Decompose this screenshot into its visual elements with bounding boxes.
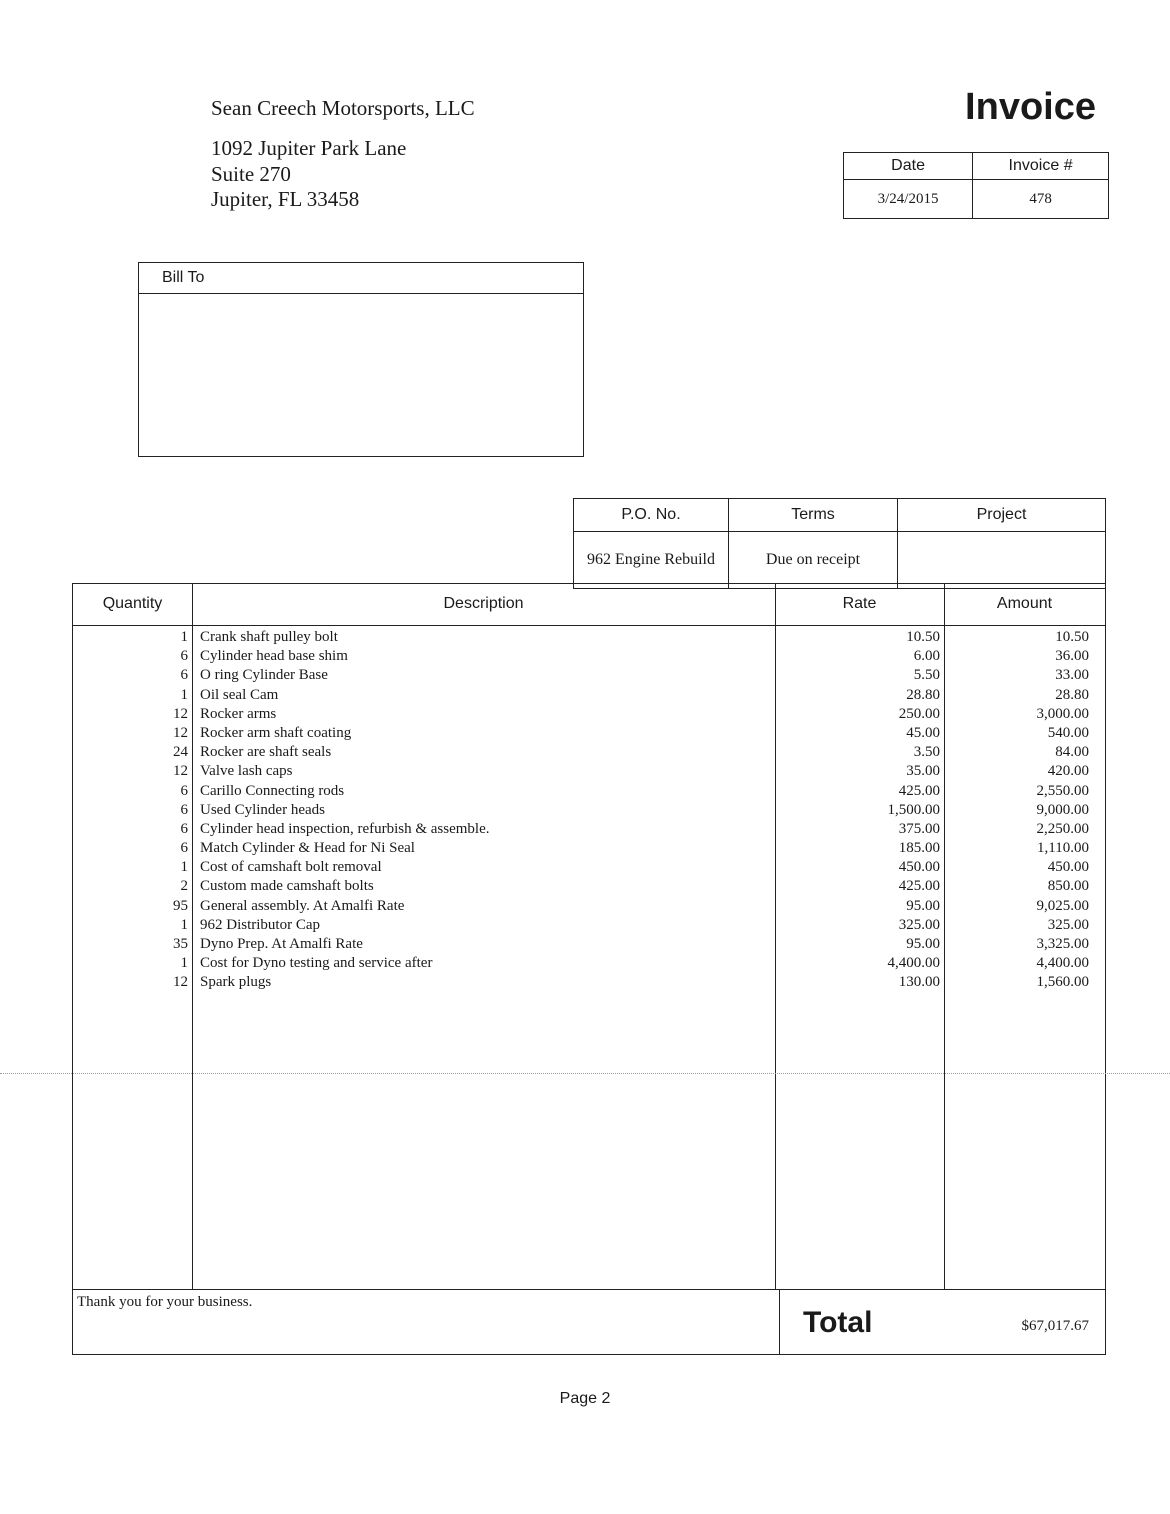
row-quantity: 6: [180, 782, 188, 799]
table-row: [73, 783, 1105, 802]
row-description: Valve lash caps: [200, 763, 293, 780]
header-quantity: Quantity: [102, 595, 163, 612]
scan-dotted-line: [0, 1073, 1170, 1074]
po-number: 962 Engine Rebuild: [574, 532, 729, 589]
company-name: Sean Creech Motorsports, LLC: [211, 96, 475, 120]
table-row: [73, 936, 1105, 955]
po-label: P.O. No.: [574, 499, 729, 532]
row-rate: 425.00: [898, 878, 940, 895]
row-rate: 5.50: [913, 667, 940, 684]
row-quantity: 6: [180, 801, 188, 818]
row-description: Custom made camshaft bolts: [200, 878, 374, 895]
row-description: Rocker arm shaft coating: [200, 724, 352, 741]
row-amount: 450.00: [1047, 859, 1089, 876]
row-amount: 36.00: [1055, 648, 1089, 665]
row-rate: 95.00: [906, 936, 940, 952]
table-row: [73, 648, 1105, 667]
row-amount: 325.00: [1047, 916, 1089, 933]
row-description: Cylinder head inspection, refurbish & assemble.: [200, 820, 490, 837]
company-address: [211, 136, 406, 213]
invoice-title: Invoice: [965, 86, 1096, 128]
table-row: [73, 859, 1105, 878]
address-line-3: Jupiter, FL 33458: [211, 187, 360, 211]
row-rate: 1,500.00: [887, 801, 940, 818]
row-quantity: 35: [173, 936, 188, 952]
row-amount: 9,025.00: [1036, 897, 1089, 914]
row-rate: 130.00: [898, 974, 940, 991]
row-quantity: 12: [173, 724, 188, 741]
header-divider: [73, 625, 1105, 626]
row-rate: 425.00: [898, 782, 940, 799]
row-amount: 3,000.00: [1036, 705, 1089, 722]
row-quantity: 6: [180, 820, 188, 837]
row-quantity: 6: [180, 667, 188, 684]
row-description: Cost for Dyno testing and service after: [200, 955, 433, 972]
row-description: Cost of camshaft bolt removal: [200, 859, 382, 876]
table-row: [73, 763, 1105, 782]
address-line-2: Suite 270: [211, 161, 291, 186]
row-quantity: 6: [180, 648, 188, 665]
order-info-box: [573, 498, 1106, 589]
address-line-1: 1092 Jupiter Park Lane: [211, 136, 407, 160]
row-description: General assembly. At Amalfi Rate: [200, 897, 405, 914]
row-amount: 420.00: [1047, 763, 1089, 780]
row-quantity: 95: [173, 897, 188, 914]
table-row: [73, 725, 1105, 744]
row-quantity: 24: [173, 744, 188, 761]
row-rate: 35.00: [906, 763, 940, 780]
row-rate: 325.00: [898, 916, 940, 933]
row-amount: 1,110.00: [1037, 840, 1089, 857]
project-label: Project: [898, 499, 1106, 532]
row-amount: 2,250.00: [1036, 820, 1089, 837]
header-rate: Rate: [842, 595, 877, 612]
table-row: [73, 974, 1105, 993]
table-row: [73, 629, 1105, 648]
row-rate: 28.80: [906, 686, 940, 703]
total-divider: [779, 1289, 780, 1354]
row-quantity: 12: [173, 705, 188, 722]
terms-value: Due on receipt: [729, 532, 898, 589]
row-amount: 28.80: [1055, 686, 1089, 703]
row-quantity: 2: [180, 878, 188, 895]
row-quantity: 1: [180, 686, 188, 703]
invoice-meta-box: [843, 152, 1109, 219]
line-items-table: [72, 583, 1106, 1355]
row-amount: 1,560.00: [1036, 974, 1089, 991]
row-amount: 10.50: [1055, 629, 1089, 645]
row-rate: 95.00: [906, 897, 940, 914]
header-description: Description: [443, 595, 524, 612]
page-number: Page 2: [559, 1390, 611, 1407]
row-amount: 3,325.00: [1036, 936, 1089, 952]
bill-to-label: Bill To: [139, 263, 583, 294]
total-label: Total: [803, 1306, 873, 1339]
row-amount: 4,400.00: [1036, 955, 1089, 972]
row-quantity: 12: [173, 763, 188, 780]
row-description: Match Cylinder & Head for Ni Seal: [200, 840, 415, 857]
table-row: [73, 878, 1105, 897]
row-description: Rocker are shaft seals: [200, 744, 332, 761]
table-row: [73, 898, 1105, 917]
invoice-date: 3/24/2015: [844, 180, 973, 219]
row-rate: 10.50: [906, 629, 940, 645]
row-description: 962 Distributor Cap: [200, 916, 320, 933]
row-rate: 450.00: [898, 859, 940, 876]
row-quantity: 1: [180, 955, 188, 972]
table-row: [73, 840, 1105, 859]
table-row: [73, 744, 1105, 763]
row-description: Oil seal Cam: [200, 686, 279, 703]
row-rate: 250.00: [898, 705, 940, 722]
total-value: $67,017.67: [1021, 1318, 1089, 1334]
row-rate: 45.00: [906, 724, 940, 741]
row-quantity: 1: [180, 916, 188, 933]
row-description: Crank shaft pulley bolt: [200, 629, 338, 645]
table-row: [73, 917, 1105, 936]
row-rate: 4,400.00: [887, 955, 940, 972]
table-row: [73, 821, 1105, 840]
bill-to-box: [138, 262, 584, 457]
row-amount: 33.00: [1055, 667, 1089, 684]
row-amount: 9,000.00: [1036, 801, 1089, 818]
invoice-number: 478: [973, 180, 1109, 219]
row-description: Spark plugs: [200, 974, 272, 991]
row-description: Dyno Prep. At Amalfi Rate: [200, 936, 363, 952]
row-rate: 185.00: [898, 840, 940, 857]
terms-label: Terms: [729, 499, 898, 532]
project-value: [898, 532, 1106, 589]
date-label: Date: [844, 153, 973, 180]
row-rate: 3.50: [913, 744, 940, 761]
row-quantity: 6: [180, 840, 188, 857]
table-row: [73, 955, 1105, 974]
row-amount: 850.00: [1047, 878, 1089, 895]
row-description: Rocker arms: [200, 705, 277, 722]
table-row: [73, 802, 1105, 821]
row-description: O ring Cylinder Base: [200, 667, 328, 684]
footer-divider: [73, 1289, 1105, 1290]
row-description: Cylinder head base shim: [200, 648, 348, 665]
table-row: [73, 667, 1105, 686]
row-amount: 540.00: [1047, 724, 1089, 741]
row-quantity: 12: [173, 974, 188, 991]
row-description: Used Cylinder heads: [200, 801, 325, 818]
invoice-number-label: Invoice #: [973, 153, 1109, 180]
row-description: Carillo Connecting rods: [200, 782, 345, 799]
row-quantity: 1: [180, 629, 188, 645]
row-rate: 375.00: [898, 820, 940, 837]
thank-you-note: Thank you for your business.: [77, 1294, 253, 1310]
row-quantity: 1: [180, 859, 188, 876]
table-row: [73, 706, 1105, 725]
line-items: [73, 629, 1105, 994]
table-row: [73, 687, 1105, 706]
row-rate: 6.00: [913, 648, 940, 665]
header-amount: Amount: [996, 595, 1053, 612]
row-amount: 2,550.00: [1036, 782, 1089, 799]
row-amount: 84.00: [1055, 744, 1089, 761]
